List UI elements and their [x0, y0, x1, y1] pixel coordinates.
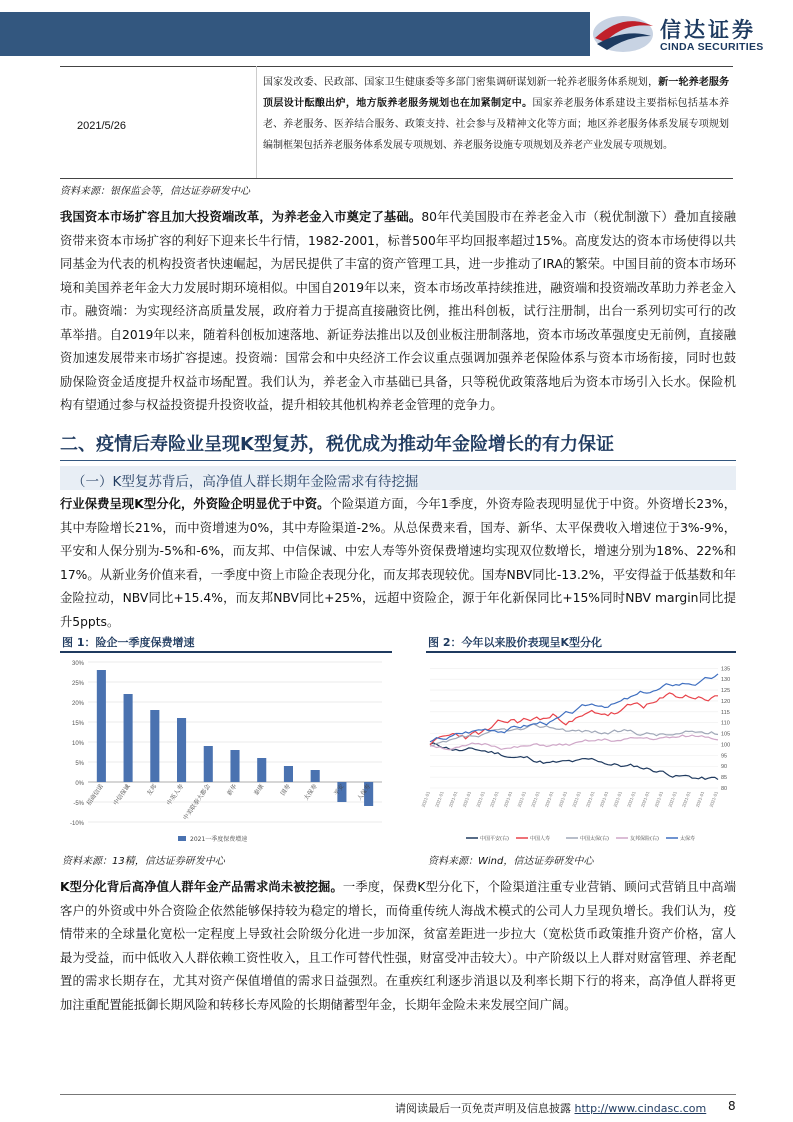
y-tick-label: -10%	[69, 821, 84, 827]
x-tick-label: 2021-01	[708, 790, 719, 808]
source-note-3: 资料来源：Wind，信达证券研发中心	[428, 856, 594, 867]
y-tick-label: 30%	[71, 661, 84, 667]
x-tick-label: 2021-01	[653, 790, 665, 808]
paragraph-2	[60, 493, 736, 634]
y-tick-label: 95	[721, 753, 728, 760]
bar	[124, 694, 133, 782]
table-text-bold: 新一轮养老服务顶层设计酝酿出炉，地方版养老服务规划也在加紧制定中。	[263, 77, 730, 109]
y-tick-label: 5%	[75, 761, 84, 767]
x-category-label: 中美联泰大都会	[182, 783, 212, 822]
y-tick-label: 115	[721, 709, 730, 716]
figure-2-rule	[426, 651, 736, 653]
x-category-label: 泰康	[252, 783, 266, 797]
bar	[177, 718, 186, 782]
x-tick-label: 2021-01	[667, 790, 678, 808]
y-tick-label: 105	[721, 731, 731, 738]
x-tick-label: 2021-01	[489, 790, 500, 808]
x-category-label: 新华	[226, 783, 239, 797]
logo-text-en: CINDA SECURITIES	[660, 41, 764, 53]
bar	[311, 770, 320, 782]
y-tick-label: 120	[721, 698, 731, 705]
legend-swatch	[178, 836, 186, 841]
header-bar	[0, 12, 590, 56]
table-text-normal-1: 国家发改委、民政部、国家卫生健康委等多部门密集调研谋划新一轮养老服务体系规划，	[263, 77, 659, 88]
y-tick-label: 25%	[71, 681, 84, 687]
y-tick-label: 135	[721, 666, 731, 673]
paragraph-1-lead: 我国资本市场扩容且加大投资端改革，为养老金入市奠定了基础。	[60, 210, 422, 224]
y-tick-label: 90	[721, 764, 728, 771]
y-tick-label: 110	[721, 720, 730, 727]
legend-label: 中国太保(右)	[580, 836, 609, 842]
x-tick-label: 2021-01	[502, 790, 514, 808]
footer-disclaimer: 请阅读最后一页免责声明及信息披露	[395, 1102, 571, 1115]
x-category-label: 友邦	[145, 783, 159, 797]
x-tick-label: 2021-01	[571, 790, 582, 808]
source-note-1: 资料来源：银保监会等，信达证券研发中心	[60, 186, 250, 197]
y-tick-label: 125	[721, 688, 731, 695]
x-tick-label: 2021-01	[420, 790, 431, 808]
figure-1-chart	[60, 656, 392, 846]
table-divider	[256, 66, 257, 178]
x-tick-label: 2021-01	[681, 790, 692, 808]
table-text	[263, 72, 729, 156]
paragraph-1-body: 80年代美国股市在养老金入市（税优制激下）叠加直接融资带来资本市场扩容的利好下迎来长牛行情，1982-2001，标普500年平均回报率超过15%。高度发达的资本市场使得以共同基金为代表的机构投资者快速崛起，为居民提供了丰富的资产管理工具，进一步推动了IRA的繁荣。中国目前的资本市场环境和美国养老年金大力发展时期环境相似。中国自2019年以来，资本市场改革持续推进，融资端和投资端改革助力养老金入市。融资端：为实现经济高质量发展，政府着力于提高直接融资比例，推出科创板，试行注册制，出台一系列切实可行的改革举措。自2019年以来，随着科创板加速落地、新证券法推出以及创业板注册制落地，资本市场改革强度史无前例，直接融资加速发展带来市场扩容提速。投资端：国常会和中央经济工作会议重点强调加强养老保险体系与资本市场衔接，同时也鼓励保险资金适度提升权益市场配置。我们认为，养老金入市基础已具备，只等税优政策落地后为资本市场引入长水。保险机构有望通过参与权益投资提升投资收益，提升相较其他机构养老金管理的竞争力。	[60, 210, 736, 412]
footer-rule	[60, 1094, 736, 1095]
section-2-1-title: （一）K型复苏背后，高净值人群长期年金险需求有待挖掘	[72, 474, 419, 490]
figure-1-title: 图 1：险企一季度保费增速	[62, 636, 195, 649]
x-tick-label: 2021-01	[598, 790, 610, 808]
paragraph-2-lead: 行业保费呈现K型分化，外资险企明显优于中资。	[60, 497, 330, 511]
bar	[284, 766, 293, 782]
x-tick-label: 2021-01	[544, 790, 555, 808]
x-tick-label: 2021-01	[694, 790, 706, 808]
x-category-label: 太保寿	[302, 783, 319, 802]
bar	[230, 750, 239, 782]
table-date: 2021/5/26	[77, 120, 126, 132]
x-tick-label: 2021-01	[461, 790, 473, 808]
footer-text	[395, 1100, 706, 1116]
paragraph-1	[60, 206, 736, 418]
y-tick-label: 20%	[71, 701, 84, 707]
footer-link[interactable]: http://www.cindasc.com	[574, 1102, 707, 1115]
x-tick-label: 2021-01	[585, 790, 596, 808]
table-bottom-border	[60, 178, 733, 179]
paragraph-3-lead: K型分化背后高净值人群年金产品需求尚未被挖掘。	[60, 880, 343, 894]
y-tick-label: 15%	[71, 721, 84, 727]
series-line	[430, 743, 718, 780]
section-2-title: 二、疫情后寿险业呈现K型复苏，税优成为推动年金险增长的有力保证	[60, 434, 614, 455]
y-tick-label: -5%	[73, 801, 84, 807]
bar	[204, 746, 213, 782]
x-tick-label: 2021-01	[448, 790, 459, 808]
x-category-label: 中信保诚	[112, 783, 132, 807]
figure-2-chart	[420, 656, 736, 846]
series-line	[430, 735, 718, 750]
x-category-label: 招商信诺	[85, 783, 106, 807]
series-line	[430, 674, 718, 742]
figure-2-title: 图 2：今年以来股价表现呈K型分化	[428, 636, 603, 649]
bar	[97, 670, 106, 782]
table-top-border	[60, 66, 733, 67]
legend-label: 中国平安(右)	[480, 836, 509, 842]
x-tick-label: 2021-01	[434, 790, 445, 808]
x-category-label: 国寿	[279, 783, 293, 797]
table-text-normal-2: 国家养老服务体系建设主要指标包括基本养老、养老服务、医养结合服务、政策支持、社会参与及精神文化等方面；地区养老服务体系发展专项规划编制框架包括养老服务体系发展专项规划、养老服务设施专项规划及养老产业发展专项规划。	[263, 98, 730, 151]
figure-1-rule	[60, 651, 392, 653]
y-tick-label: 10%	[71, 741, 84, 747]
y-tick-label: 0%	[75, 781, 84, 787]
bar	[257, 758, 266, 782]
section-2-rule	[60, 460, 736, 461]
x-tick-label: 2021-01	[530, 790, 541, 808]
x-tick-label: 2021-01	[612, 790, 623, 808]
x-tick-label: 2021-01	[640, 790, 651, 808]
bar	[150, 710, 159, 782]
source-note-2: 资料来源：13精，信达证券研发中心	[62, 856, 225, 867]
legend-label: 中国人寿	[530, 836, 551, 842]
legend-label: 友邦保险(右)	[630, 836, 659, 842]
legend-label: 太保寿	[680, 836, 696, 842]
paragraph-2-body: 个险渠道方面，今年1季度，外资寿险表现明显优于中资。外资增长23%，其中寿险增长21%，而中资增速为0%，其中寿险渠道-2%。从总保费来看，国寿、新华、太平保费收入增速位于3%-9%，平安和人保分别为-5%和-6%，而友邦、中信保诚、中宏人寿等外资保费增速均实现双位数增长，增速分别为18%、22%和17%。从新业务价值来看，一季度中资上市险企表现分化，而友邦表现较优。国寿NBV同比-13.2%，平安得益于低基数和年金险拉动，NBV同比+15.4%，而友邦NBV同比+25%，远超中资险企，源于年化新保同比+15%同时NBV margin同比提升5ppts。	[60, 497, 736, 629]
x-tick-label: 2021-01	[557, 790, 569, 808]
logo-text-cn: 信达证券	[660, 17, 756, 42]
page-number: 8	[728, 1099, 736, 1113]
y-tick-label: 100	[721, 742, 731, 749]
x-category-label: 平安	[332, 783, 346, 797]
x-tick-label: 2021-01	[516, 790, 527, 808]
x-tick-label: 2021-01	[475, 790, 486, 808]
legend-label: 2021一季度保费增速	[190, 836, 248, 843]
x-category-label: 人保寿	[356, 783, 373, 802]
x-tick-label: 2021-01	[626, 790, 637, 808]
x-category-label: 中英人寿	[165, 783, 186, 807]
paragraph-3	[60, 876, 736, 1017]
paragraph-3-body: 一季度，保费K型分化下，个险渠道注重专业营销、顾问式营销且中高端客户的外资或中外合资险企依然能够保持较为稳定的增长，而倚重传统人海战术模式的公司人力呈现负增长。我们认为，疫情带来的全球量化宽松一定程度上导致社会阶级分化进一步加深，贫富差距进一步拉大（宽松货币政策推升资产价格，富人最为受益，而中低收入人群依赖工资性收入，且工作可替代性强，财富受冲击较大）。中产阶级以上人群对财富管理、养老配置的需求长期存在，尤其对资产保值增值的需求日益强烈。在重疾红利逐步消退以及利率长期下行的将来，高净值人群将更加注重配置能抵御长期风险和转移长寿风险的长期储蓄型年金，长期年金险未来发展空间广阔。	[60, 880, 736, 1012]
y-tick-label: 80	[721, 786, 728, 792]
y-tick-label: 130	[721, 677, 731, 684]
y-tick-label: 85	[721, 775, 728, 782]
